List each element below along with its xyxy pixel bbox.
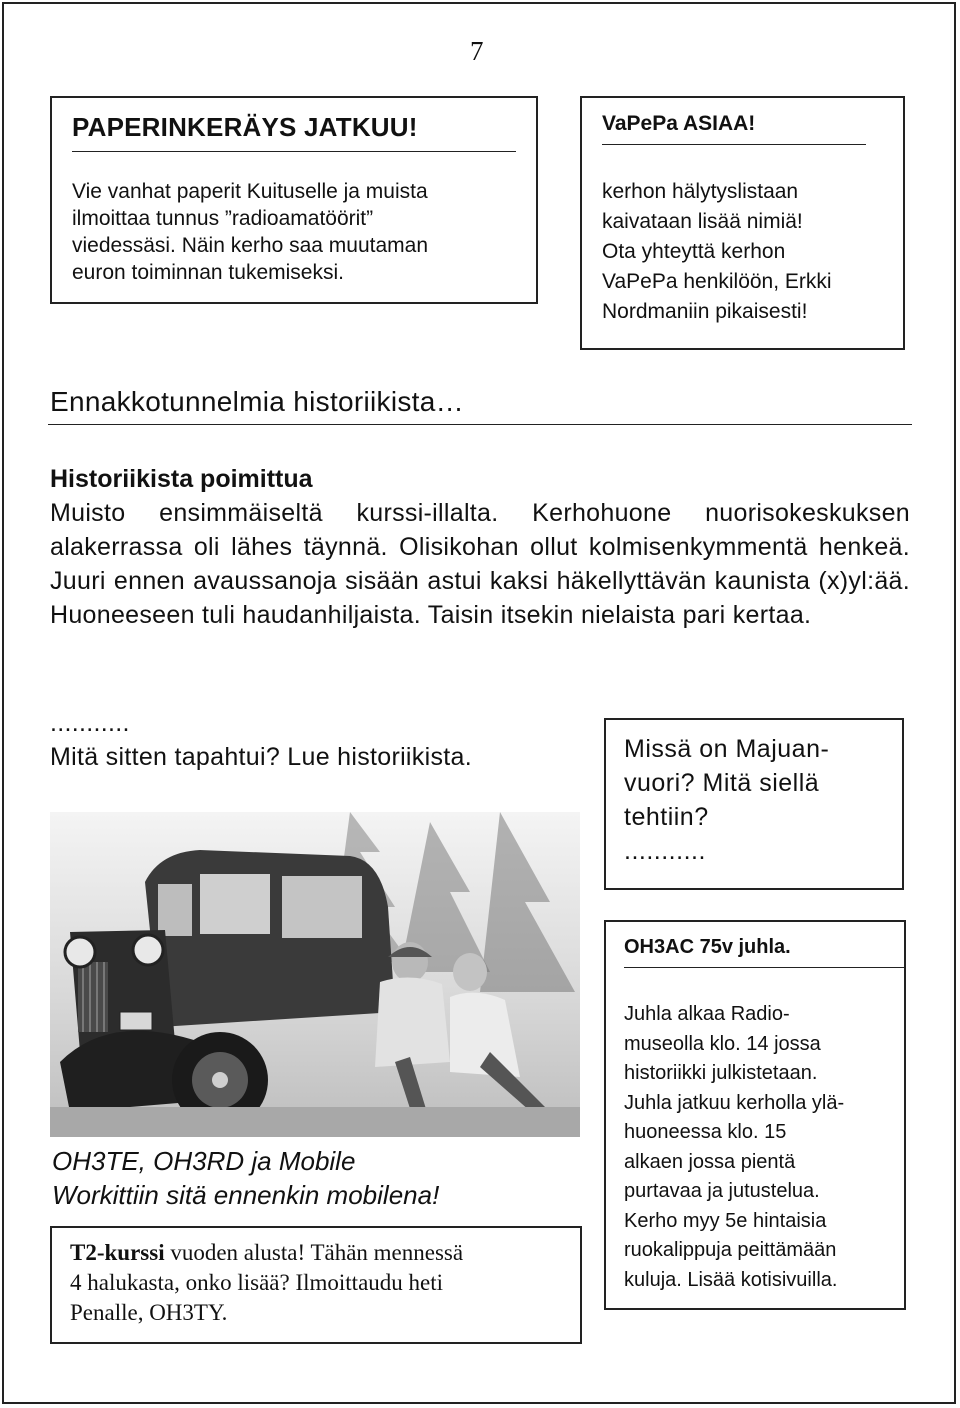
t2-line-3: Penalle, OH3TY.: [70, 1300, 228, 1325]
majuanvuori-box: [604, 718, 904, 890]
text-line: Vie vanhat paperit Kuituselle ja muista: [72, 180, 428, 203]
title-underline: [72, 151, 516, 152]
text-line: alkaen jossa pientä: [624, 1150, 796, 1173]
article-subheading: Historiikista poimittua: [50, 465, 313, 493]
text-line: ilmoittaa tunnus ”radioamatöörit”: [72, 207, 374, 230]
section-divider: [48, 424, 912, 425]
vapepa-text: [602, 177, 892, 327]
paper-collection-title: PAPERINKERÄYS JATKUU!: [72, 112, 418, 142]
anniversary-title: OH3AC 75v juhla.: [624, 936, 791, 958]
text-line: Nordmaniin pikaisesti!: [602, 300, 808, 323]
section-heading: Ennakkotunnelmia historiikista…: [50, 386, 464, 417]
text-line: Kerho myy 5e hintaisia: [624, 1209, 827, 1232]
photo-caption: [52, 1144, 439, 1212]
text-line: historiikki julkistetaan.: [624, 1062, 818, 1084]
text-line: kuluja. Lisää kotisivuilla.: [624, 1268, 838, 1291]
article-ellipsis: ...........: [50, 709, 130, 737]
t2-course-label: T2-kurssi: [70, 1240, 165, 1265]
text-line: Missä on Majuan-: [624, 735, 830, 763]
text-line: vuori? Mitä siellä: [624, 769, 820, 797]
text-line: museolla klo. 14 jossa: [624, 1032, 821, 1055]
t2-line-2: 4 halukasta, onko lisää? Ilmoittaudu heti: [70, 1270, 444, 1295]
vintage-car-photo: [50, 812, 580, 1137]
title-underline: [602, 144, 866, 145]
text-line: ...........: [624, 837, 706, 865]
text-line: ruokalippuja peittämään: [624, 1239, 837, 1261]
article-closing: Mitä sitten tapahtui? Lue historiikista.: [50, 743, 472, 771]
paper-collection-text: [72, 178, 522, 286]
text-line: tehtiin?: [624, 803, 709, 831]
text-line: huoneessa klo. 15: [624, 1121, 787, 1143]
t2-course-box: [50, 1226, 582, 1344]
t2-line-1-text: vuoden alusta! Tähän mennessä: [164, 1240, 464, 1265]
text-line: euron toiminnan tukemiseksi.: [72, 261, 344, 284]
t2-line-1: [70, 1238, 580, 1268]
article-body: Muisto ensimmäiseltä kurssi-illalta. Kerhohuone nuorisokeskuksen alakerrassa oli lähes täynnä. Olisikohan ollut kolmisenkymmentä henkeä. Juuri ennen avaussanoja sisään astui kaksi häkellyttävän kaunista (x)yl:ää. Huoneeseen tuli haudanhiljaista. Taisin itsekin nielaista pari kertaa.: [50, 499, 910, 629]
anniversary-text: [624, 1000, 904, 1295]
text-line: Juhla jatkuu kerholla ylä-: [624, 1091, 845, 1114]
text-line: viedessäsi. Näin kerho saa muutaman: [72, 234, 429, 257]
anniversary-box: [604, 920, 906, 1310]
text-line: kerhon hälytyslistaan: [602, 180, 799, 203]
paper-collection-box: [50, 96, 538, 304]
vapepa-box: [580, 96, 905, 350]
page-number: 7: [470, 36, 484, 66]
caption-line: OH3TE, OH3RD ja Mobile: [52, 1146, 356, 1176]
title-underline: [624, 967, 906, 968]
caption-line: Workittiin sitä ennenkin mobilena!: [52, 1180, 440, 1210]
text-line: kaivataan lisää nimiä!: [602, 210, 803, 233]
text-line: Ota yhteyttä kerhon: [602, 240, 786, 263]
vapepa-title: VaPePa ASIAA!: [602, 112, 756, 135]
text-line: Juhla alkaa Radio-: [624, 1003, 790, 1025]
text-line: VaPePa henkilöön, Erkki: [602, 270, 832, 293]
article-tail: [50, 706, 580, 774]
text-line: purtavaa ja jutustelua.: [624, 1180, 820, 1202]
vintage-car-illustration: [50, 812, 580, 1137]
